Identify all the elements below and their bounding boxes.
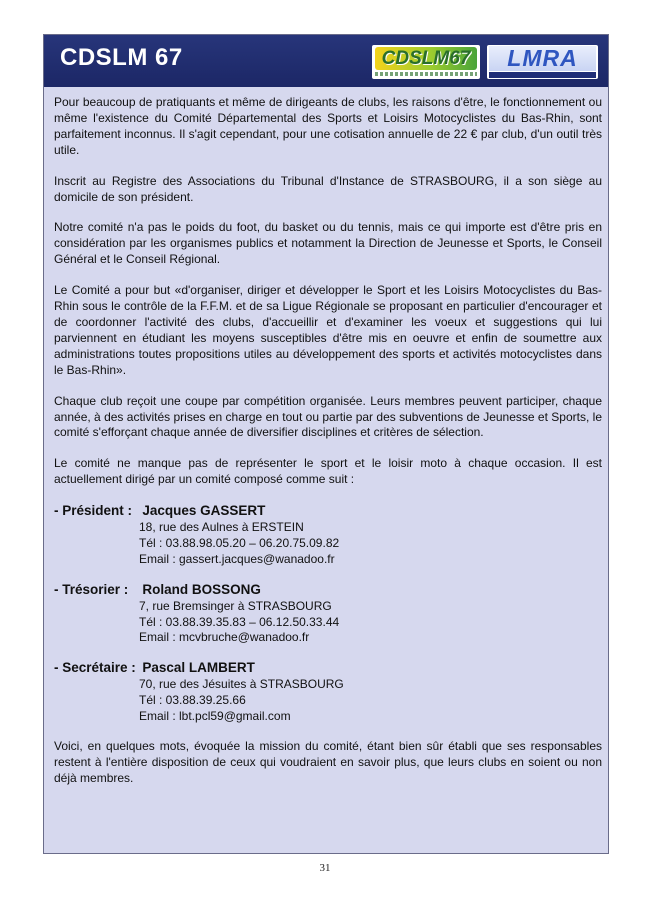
committee-list [54,503,602,725]
member-role: - Secrétaire : [54,660,136,676]
paragraph: Le Comité a pour but «d'organiser, diriger et développer le Sport et les Loisirs Motocyclistes du Bas-Rhin sous le contrôle de la F.F.M. et de sa Ligue Régionale se proposant en particulier d'encourager et de coordonner l'activité des clubs, d'accueillir et d'examiner les voeux et suggestions qui lui parviennent en étudiant les moyens susceptibles d'être mis en oeuvre et enfin de soumettre aux administrations toutes propositions utiles au développement des sports et activités motocyclistes dans le Bas-Rhin». [54,283,602,377]
committee-member-president [54,503,602,568]
cdslm67-logo-text: CDSLM67 [375,47,477,70]
committee-member-secretary [54,660,602,725]
member-name: Jacques GASSERT [142,503,266,519]
lmra-logo-subline [489,72,596,78]
cdslm67-logo-subline [375,72,477,76]
lmra-logo-text: LMRA [489,46,596,71]
page-title: CDSLM 67 [60,44,183,71]
member-role: - Président : [54,503,133,519]
member-name: Pascal LAMBERT [142,660,255,676]
paragraph: Pour beaucoup de pratiquants et même de dirigeants de clubs, les raisons d'être, le fonctionnement ou même l'existence du Comité Départemental des Sports et Loisirs Motocyclistes du Bas-Rhin, sont parfaitement inconnus. Il s'agit cependant, pour une cotisation annuelle de 22 € par club, d'un outil très utile. [54,95,602,157]
member-phone: Tél : 03.88.39.35.83 – 06.12.50.33.44 [139,614,340,629]
member-address: 70, rue des Jésuites à STRASBOURG [139,677,344,692]
member-address: 18, rue des Aulnes à ERSTEIN [139,520,304,535]
page-number: 31 [319,862,331,874]
member-role: - Trésorier : [54,581,129,597]
header-banner [44,35,608,87]
lmra-logo [487,45,598,79]
paragraph: Chaque club reçoit une coupe par compétition organisée. Leurs membres peuvent participer, chaque année, à des activités prises en charge en tout ou partie par des subventions de Jeunesse et Sports, le comité s'efforçant chaque année de diversifier disciplines et critères de sélection. [54,393,602,440]
member-address: 7, rue Bremsinger à STRASBOURG [139,598,332,613]
closing-paragraph: Voici, en quelques mots, évoquée la mission du comité, étant bien sûr établi que ses responsables restent à l'entière disposition de ceux qui voudraient en savoir plus, que leurs clubs en soient ou non déjà membres. [54,739,602,785]
paragraph: Inscrit au Registre des Associations du Tribunal d'Instance de STRASBOURG, il a son siège au domicile de son président. [54,173,602,204]
member-email: Email : gassert.jacques@wanadoo.fr [139,551,335,566]
member-email: Email : mcvbruche@wanadoo.fr [139,630,310,645]
member-phone: Tél : 03.88.98.05.20 – 06.20.75.09.82 [139,535,340,550]
paragraph: Le comité ne manque pas de représenter le sport et le loisir moto à chaque occasion. Il est actuellement dirigé par un comité composé comme suit : [54,456,602,487]
paragraph: Notre comité n'a pas le poids du foot, du basket ou du tennis, mais ce qui importe est d'être pris en considération par les organismes publics et notamment la Direction de Jeunesse et Sports, le Conseil Général et le Conseil Régional. [54,220,602,267]
member-name: Roland BOSSONG [142,581,261,597]
cdslm67-logo [372,45,480,79]
member-email: Email : lbt.pcl59@gmail.com [139,709,291,724]
member-phone: Tél : 03.88.39.25.66 [139,693,246,708]
committee-member-treasurer [54,582,602,647]
article-body [54,95,602,802]
page-frame [43,34,609,854]
